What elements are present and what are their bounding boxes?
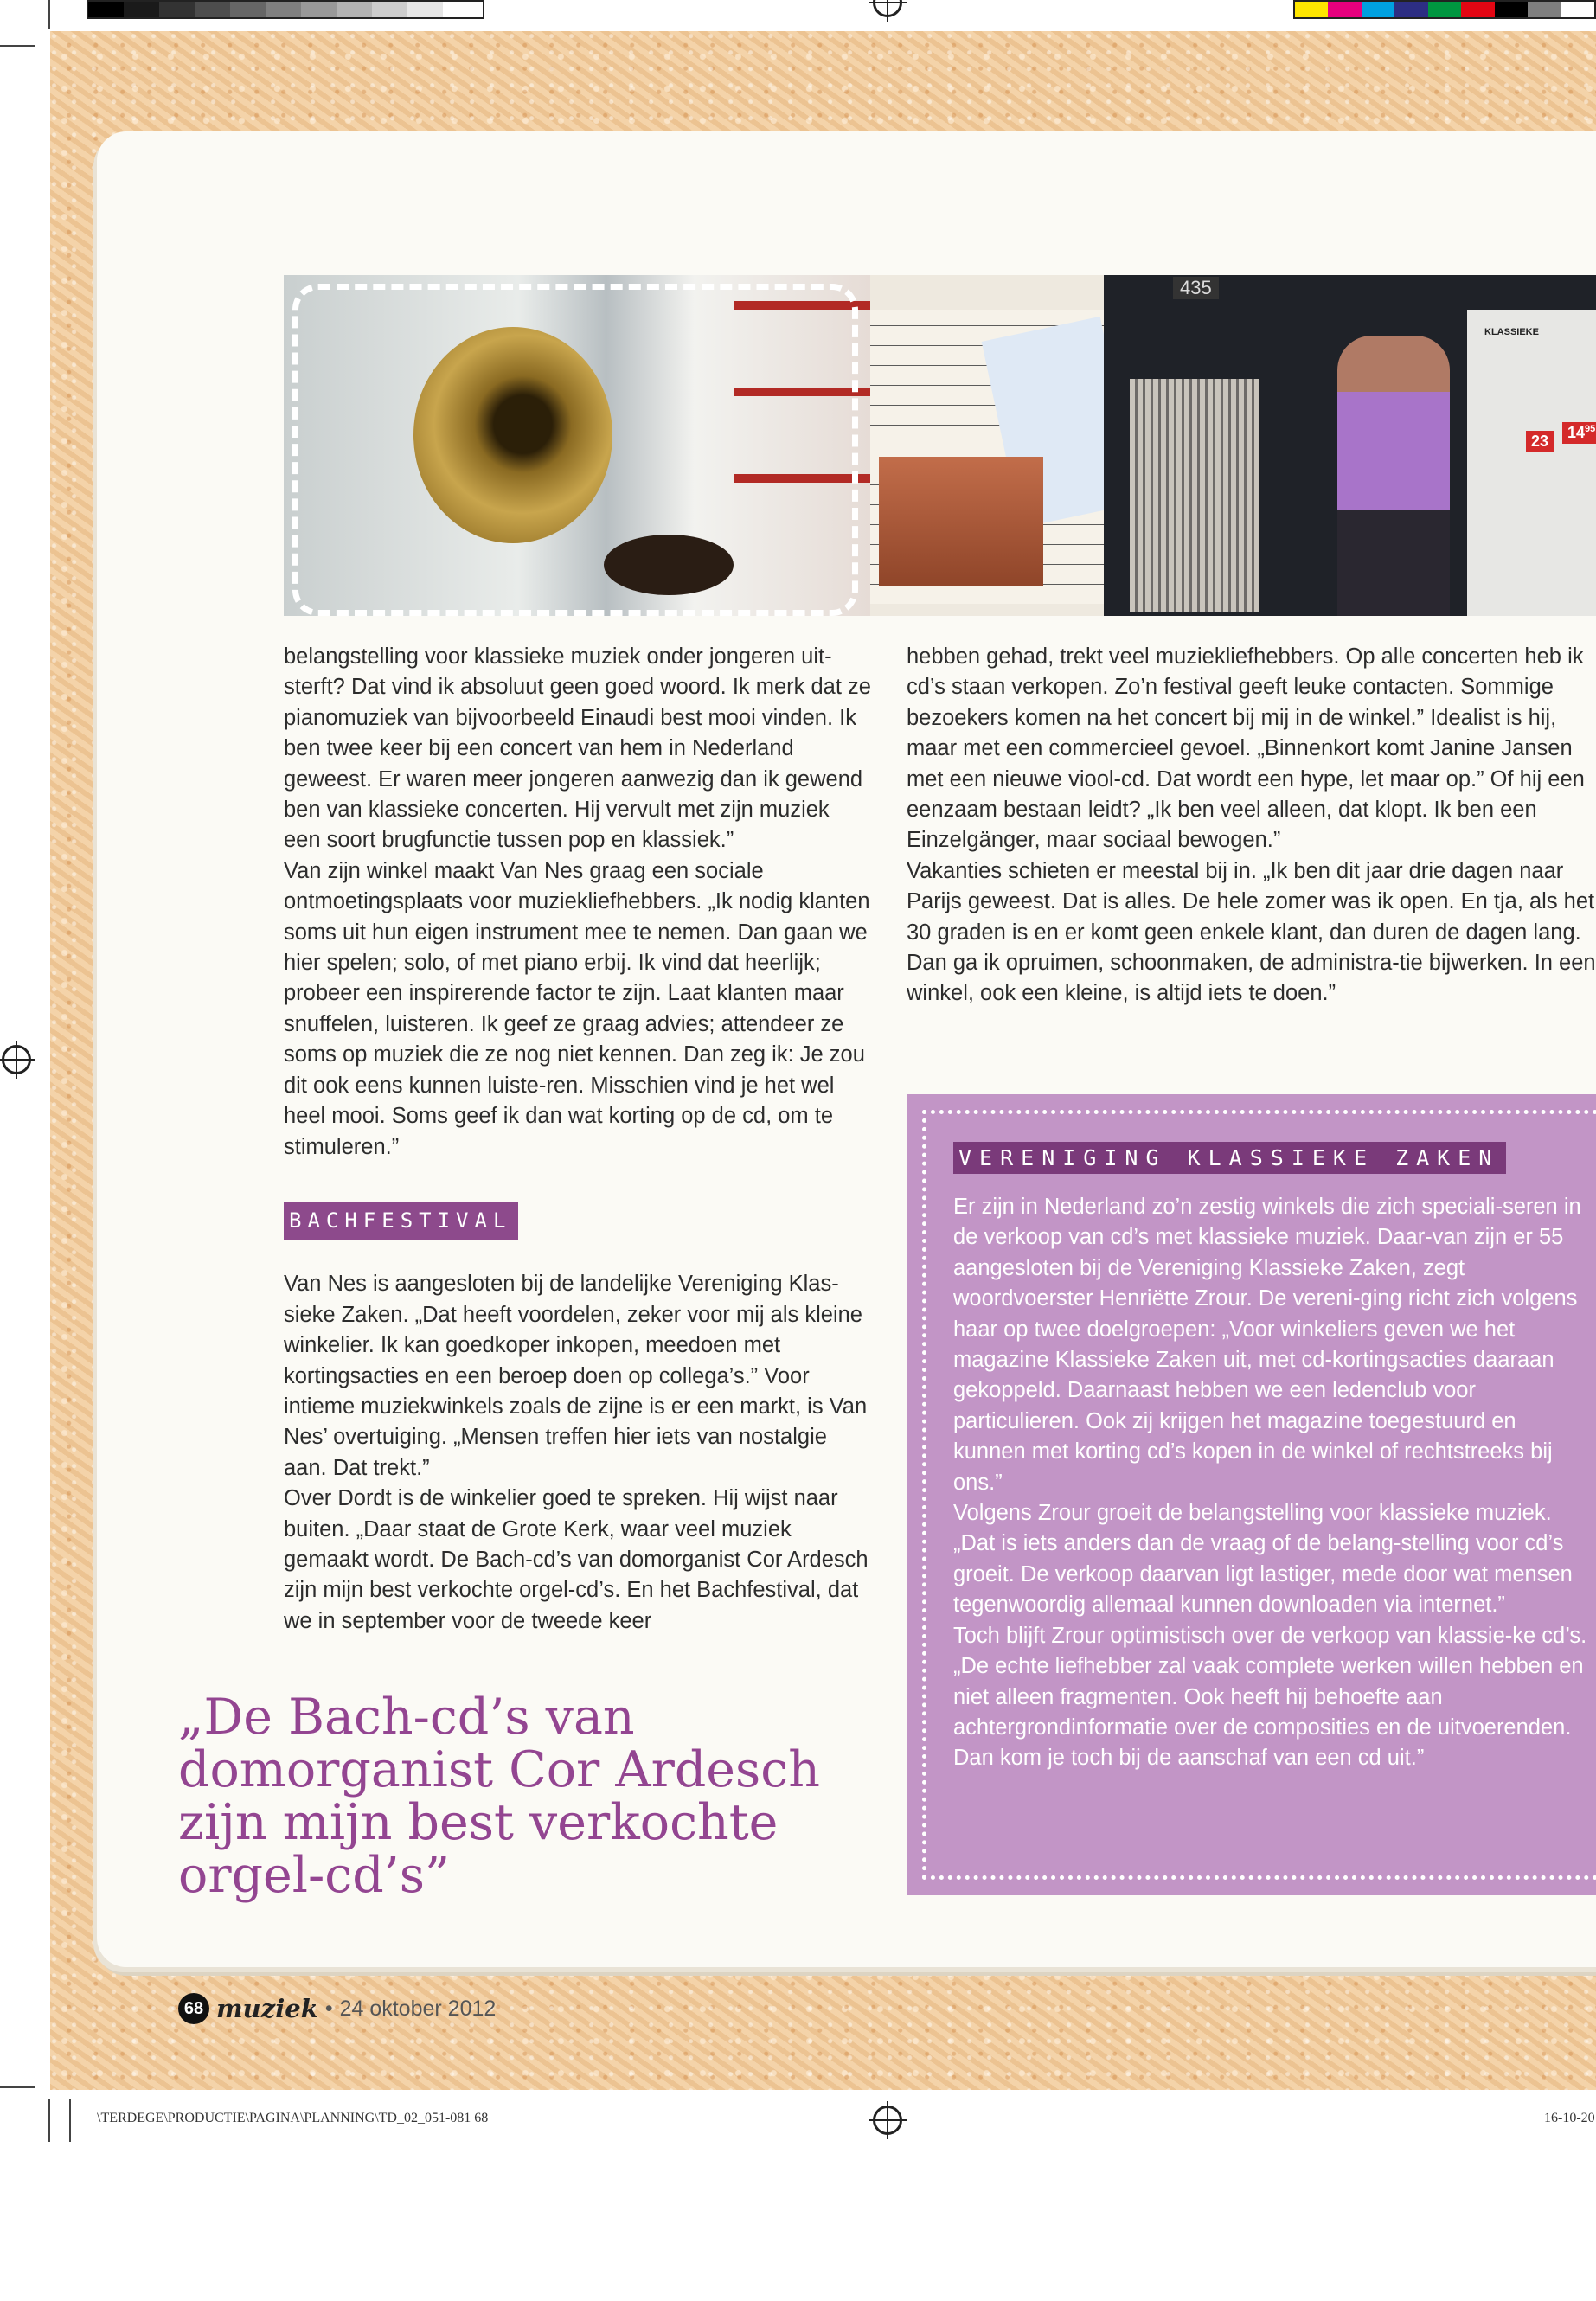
paragraph: Volgens Zrour groeit de belangstelling voor klassieke muziek. „Dat is iets anders dan de vraag of de belang-stelling voor cd’s groeit. De verkoop daarvan ligt lastiger, mede door wat mensen tegenwoordig allemaal kunnen downloaden via internet.” xyxy=(953,1501,1573,1618)
color-swatch xyxy=(1328,2,1361,17)
issue-date: 24 oktober 2012 xyxy=(339,1996,497,2021)
registration-mark xyxy=(873,0,902,17)
article-right-column xyxy=(907,642,1596,1009)
shopkeeper xyxy=(1337,336,1450,616)
paragraph: belangstelling voor klassieke muziek onder jongeren uit-sterft? Dat vind ik absoluut geen goed woord. Ik merk dat ze pianomuziek van bijvoorbeeld Einaudi best mooi vinden. Ik ben twee keer bij een concert van hem in Nederland geweest. Er waren meer jongeren aanwezig dan ik gewend ben van klassieke concerten. Hij vervult met zijn muziek een soort brugfunctie tussen pop en klassiek.” xyxy=(284,644,871,853)
crop-mark xyxy=(48,2099,50,2142)
paragraph: hebben gehad, trekt veel muziekliefhebbers. Op alle concerten heb ik cd’s staan verkopen. Zo’n festival geeft leuke contacten. Sommige bezoekers komen na het concert bij mij in de winkel.” Idealist is hij, maar met een commercieel gevoel. „Binnenkort komt Janine Jansen met een nieuwe viool-cd. Dat wordt een hype, let maar op.” Of hij een eenzaam bestaan leidt? „Ik ben veel alleen, dat klopt. Ik ben een Einzelgänger, maar sociaal bewogen.” xyxy=(907,644,1585,853)
color-swatch xyxy=(1495,2,1528,17)
color-swatch xyxy=(1295,2,1328,17)
shopkeeper-photo xyxy=(1104,275,1596,616)
paragraph: Van zijn winkel maakt Van Nes graag een sociale ontmoetingsplaats voor muziekliefhebbers. „Ik nodig klanten soms uit hun eigen instrument mee te nemen. Dan gaan we hier spelen; solo, of met piano erbij. Ik vind dat heerlijk; probeer een inspirerende factor te zijn. Laat klanten maar snuffelen, luisteren. Ik geef ze graag advies; attendeer ze soms op muziek die ze nog niet kennen. Dan zeg ik: Je zou dit ook eens kunnen luiste-ren. Misschien vind je het wel heel mooi. Soms geef ik dan wat korting op de cd, om te stimuleren.” xyxy=(284,858,870,1159)
grayscale-bar xyxy=(87,0,484,19)
color-swatch xyxy=(1428,2,1461,17)
pull-quote: „De Bach-cd’s van domorganist Cor Ardesch zijn mijn best verkochte orgel-cd’s” xyxy=(178,1689,820,1904)
color-swatch xyxy=(88,2,124,17)
crop-mark xyxy=(0,45,35,47)
photo-strip xyxy=(284,275,1596,616)
color-swatch xyxy=(1461,2,1494,17)
color-swatch xyxy=(372,2,407,17)
sidebar-text xyxy=(953,1192,1593,1774)
magazine-name: muziek xyxy=(216,1994,318,2023)
upright-piano xyxy=(879,457,1043,586)
page-footer xyxy=(178,1993,496,2024)
decorative-frame xyxy=(292,284,858,616)
paragraph: Over Dordt is de winkelier goed te spreken. Hij wijst naar buiten. „Daar staat de Grote Kerk, waar veel muziek gemaakt wordt. De Bach-cd’s van domorganist Cor Ardesch zijn mijn best verkochte orgel-cd’s. En het Bachfestival, dat we in september voor de tweede keer xyxy=(284,1486,869,1633)
registration-mark xyxy=(2,1045,31,1074)
paragraph: Vakanties schieten er meestal bij in. „Ik ben dit jaar drie dagen naar Parijs geweest. Dat is alles. De hele zomer was ik open. En tja, als het 30 graden is en er komt geen enkele klant, dan duren de dagen lang. Dan ga ik opruimen, schoonmaken, de administra-tie bijwerken. In een winkel, ook een kleine, is altijd iets te doen.” xyxy=(907,858,1596,1006)
color-swatch xyxy=(1362,2,1394,17)
crop-mark xyxy=(69,2099,71,2142)
color-swatch xyxy=(407,2,443,17)
color-swatch xyxy=(266,2,301,17)
color-swatch xyxy=(443,2,478,17)
color-swatch xyxy=(124,2,159,17)
cd-rack xyxy=(1130,379,1259,612)
color-swatch xyxy=(1394,2,1427,17)
color-swatch xyxy=(337,2,372,17)
house-number: 435 xyxy=(1173,277,1219,299)
sidebar-heading: VERENIGING KLASSIEKE ZAKEN xyxy=(953,1142,1506,1174)
sheet-music-photo xyxy=(870,275,1104,616)
color-swatch xyxy=(301,2,337,17)
color-swatch xyxy=(195,2,230,17)
price-cents: 95 xyxy=(1585,424,1596,434)
paragraph: Toch blijft Zrour optimistisch over de verkoop van klassie-ke cd’s. „De echte liefhebber zal vaak complete werken willen hebben en niet alleen fragmenten. Ook heeft hij behoefte aan achtergrondinformatie over de composities en de uitvoerenden. Dan kom je toch bij de aanschaf van een cd uit.” xyxy=(953,1623,1587,1771)
price-value: 14 xyxy=(1567,424,1586,441)
slug-left: \TERDEGE\PRODUCTIE\PAGINA\PLANNING\TD_02_051-081 68 xyxy=(97,2111,489,2125)
crop-mark xyxy=(48,0,50,29)
paragraph: Van Nes is aangesloten bij de landelijke Vereniging Klas-sieke Zaken. „Dat heeft voordelen, zeker voor mij als kleine winkelier. Ik kan goedkoper inkopen, meedoen met kortingsacties en een beroep doen op collega’s.” Voor intieme muziekwinkels zoals de zijne is er een markt, is Van Nes’ overtuiging. „Mensen treffen hier iets van nostalgie aan. Dat trekt.” xyxy=(284,1272,868,1480)
separator: • xyxy=(324,1996,333,2021)
color-swatch xyxy=(230,2,266,17)
crop-mark xyxy=(0,2086,35,2088)
shop-window xyxy=(1467,310,1596,616)
subhead-tag: BACHFESTIVAL xyxy=(284,1202,518,1240)
article-left-column xyxy=(284,642,872,1637)
gramophone-photo xyxy=(284,275,870,616)
price-tag: 23 xyxy=(1526,431,1554,452)
page-number: 68 xyxy=(178,1993,209,2024)
slug-right: 16-10-20 xyxy=(1544,2111,1595,2125)
shop-sign: KLASSIEKE xyxy=(1484,327,1539,337)
paragraph: Er zijn in Nederland zo’n zestig winkels die zich speciali-seren in de verkoop van cd’s met klassieke muziek. Daar-van zijn er 55 aangesloten bij de Vereniging Klassieke Zaken, zegt woordvoerster Henriëtte Zrour. De vereni-ging richt zich volgens haar op twee doelgroepen: „Voor winkeliers geven we het magazine Klassieke Zaken uit, met cd-kortingsacties daaraan gekoppeld. Daarnaast hebben we een ledenclub voor particulieren. Ook zij krijgen het magazine toegestuurd en kunnen met korting cd’s kopen in de winkel of rechtstreeks bij ons.” xyxy=(953,1195,1581,1495)
registration-mark xyxy=(873,2106,902,2135)
color-bar xyxy=(1293,0,1596,19)
price-tag xyxy=(1562,422,1596,444)
color-swatch xyxy=(1528,2,1561,17)
color-swatch xyxy=(159,2,195,17)
sidebar-box xyxy=(907,1094,1596,1895)
color-swatch xyxy=(1561,2,1594,17)
